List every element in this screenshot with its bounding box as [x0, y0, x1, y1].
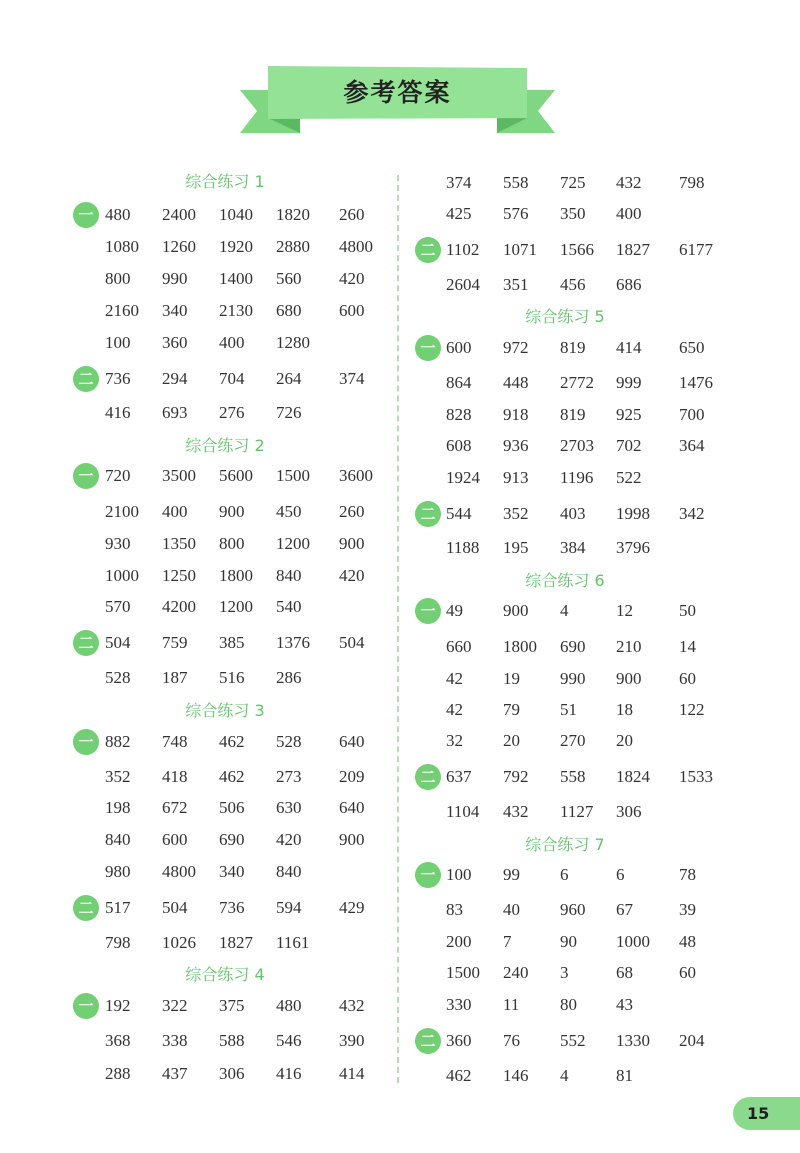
- answer-value: 516: [219, 668, 245, 687]
- answer-value: 990: [560, 669, 586, 688]
- answer-value: 2703: [560, 436, 594, 455]
- answer-value: 480: [105, 205, 131, 224]
- answer-value: 1280: [276, 333, 310, 352]
- answer-value: 1800: [503, 637, 537, 656]
- answer-value: 552: [560, 1031, 586, 1050]
- answer-value: 368: [105, 1031, 131, 1050]
- answer-value: 40: [503, 900, 520, 919]
- answer-value: 960: [560, 900, 586, 919]
- answer-row: [0, 274, 800, 296]
- answer-value: 650: [679, 338, 705, 357]
- answer-value: 528: [105, 668, 131, 687]
- answer-value: 462: [446, 1066, 472, 1085]
- answer-value: 702: [616, 436, 642, 455]
- answer-value: 210: [616, 637, 642, 656]
- answer-value: 930: [105, 534, 131, 553]
- answer-value: 14: [679, 637, 696, 656]
- answer-value: 364: [679, 436, 705, 455]
- answer-row: [0, 467, 800, 489]
- answer-value: 672: [162, 798, 188, 817]
- answer-row: [0, 372, 800, 394]
- answer-value: 456: [560, 275, 586, 294]
- answer-value: 1533: [679, 767, 713, 786]
- answer-value: 600: [446, 338, 472, 357]
- answer-value: 432: [503, 802, 529, 821]
- answer-value: 6177: [679, 240, 713, 259]
- answer-value: 1827: [219, 933, 253, 952]
- answer-value: 798: [679, 173, 705, 192]
- answer-value: 1920: [219, 237, 253, 256]
- answer-value: 100: [446, 865, 472, 884]
- part-number-badge: 一: [73, 202, 99, 228]
- answer-value: 20: [616, 731, 633, 750]
- answer-value: 640: [339, 732, 365, 751]
- answer-value: 374: [446, 173, 472, 192]
- part-number-badge: 一: [73, 463, 99, 489]
- answer-row: [0, 730, 800, 752]
- answer-row: [0, 636, 800, 658]
- part-number-badge: 二: [415, 237, 441, 263]
- answer-value: 1500: [276, 466, 310, 485]
- answer-value: 913: [503, 468, 529, 487]
- answer-value: 432: [339, 996, 365, 1015]
- answer-value: 81: [616, 1066, 633, 1085]
- answer-value: 276: [219, 403, 245, 422]
- answer-value: 736: [105, 369, 131, 388]
- answer-value: 2100: [105, 502, 139, 521]
- answer-value: 80: [560, 995, 577, 1014]
- answer-value: 1200: [219, 597, 253, 616]
- answer-value: 546: [276, 1031, 302, 1050]
- part-number-badge: 一: [415, 862, 441, 888]
- answer-value: 90: [560, 932, 577, 951]
- answer-value: 990: [162, 269, 188, 288]
- answer-value: 350: [560, 204, 586, 223]
- answer-value: 1400: [219, 269, 253, 288]
- answer-value: 384: [560, 538, 586, 557]
- answer-value: 3: [560, 963, 569, 982]
- answer-value: 900: [339, 534, 365, 553]
- answer-value: 260: [339, 205, 365, 224]
- answer-value: 800: [219, 534, 245, 553]
- answer-value: 720: [105, 466, 131, 485]
- answer-row: [0, 300, 800, 322]
- answer-value: 3796: [616, 538, 650, 557]
- answer-value: 83: [446, 900, 463, 919]
- answer-value: 726: [276, 403, 302, 422]
- answer-value: 51: [560, 700, 577, 719]
- answer-row: [0, 801, 800, 823]
- answer-value: 60: [679, 963, 696, 982]
- answer-value: 192: [105, 996, 131, 1015]
- answer-value: 146: [503, 1066, 529, 1085]
- answer-value: 273: [276, 767, 302, 786]
- answer-value: 425: [446, 204, 472, 223]
- answer-row: [0, 203, 800, 225]
- answer-value: 725: [560, 173, 586, 192]
- answer-value: 528: [276, 732, 302, 751]
- answer-value: 4800: [162, 862, 196, 881]
- answer-value: 342: [679, 504, 705, 523]
- answer-value: 4800: [339, 237, 373, 256]
- part-number-badge: 一: [415, 598, 441, 624]
- part-number-badge: 一: [73, 993, 99, 1019]
- answer-row: [0, 699, 800, 721]
- answer-value: 450: [276, 502, 302, 521]
- answer-value: 1196: [560, 468, 594, 487]
- answer-value: 198: [105, 798, 131, 817]
- answer-value: 400: [162, 502, 188, 521]
- answer-value: 1824: [616, 767, 650, 786]
- answer-value: 1104: [446, 802, 480, 821]
- answer-value: 43: [616, 995, 633, 1014]
- answer-value: 900: [219, 502, 245, 521]
- answer-value: 608: [446, 436, 472, 455]
- answer-value: 351: [503, 275, 529, 294]
- answer-value: 352: [105, 767, 131, 786]
- section-heading: 综合练习 4: [185, 965, 265, 984]
- answer-value: 504: [105, 633, 131, 652]
- answer-value: 352: [503, 504, 529, 523]
- answer-value: 640: [339, 798, 365, 817]
- section-heading: 综合练习 2: [185, 436, 265, 455]
- answer-value: 480: [276, 996, 302, 1015]
- answer-value: 1200: [276, 534, 310, 553]
- answer-value: 416: [276, 1064, 302, 1083]
- answer-value: 588: [219, 1031, 245, 1050]
- answer-value: 2772: [560, 373, 594, 392]
- answer-value: 12: [616, 601, 633, 620]
- answer-row: [0, 565, 800, 587]
- answer-row: [0, 503, 800, 525]
- answer-value: 39: [679, 900, 696, 919]
- section-heading: 综合练习 7: [525, 835, 605, 854]
- answer-value: 270: [560, 731, 586, 750]
- answer-value: 418: [162, 767, 188, 786]
- answer-value: 630: [276, 798, 302, 817]
- answer-row: [0, 600, 800, 622]
- answer-value: 506: [219, 798, 245, 817]
- answer-value: 264: [276, 369, 302, 388]
- answer-value: 504: [339, 633, 365, 652]
- answer-value: 576: [503, 204, 529, 223]
- answer-value: 1102: [446, 240, 480, 259]
- answer-value: 204: [679, 1031, 705, 1050]
- answer-value: 100: [105, 333, 131, 352]
- answer-value: 330: [446, 995, 472, 1014]
- answer-value: 360: [162, 333, 188, 352]
- answer-value: 4200: [162, 597, 196, 616]
- answer-value: 32: [446, 731, 463, 750]
- answer-value: 1820: [276, 205, 310, 224]
- answer-value: 437: [162, 1064, 188, 1083]
- answer-value: 360: [446, 1031, 472, 1050]
- answer-value: 1827: [616, 240, 650, 259]
- answer-value: 403: [560, 504, 586, 523]
- answer-value: 840: [276, 862, 302, 881]
- answer-row: [0, 766, 800, 788]
- answer-value: 340: [162, 301, 188, 320]
- answer-value: 6: [560, 865, 569, 884]
- answer-value: 1800: [219, 566, 253, 585]
- answer-value: 690: [219, 830, 245, 849]
- answer-value: 42: [446, 700, 463, 719]
- answer-value: 306: [616, 802, 642, 821]
- answer-value: 18: [616, 700, 633, 719]
- answer-value: 400: [616, 204, 642, 223]
- answer-value: 48: [679, 932, 696, 951]
- answer-value: 390: [339, 1031, 365, 1050]
- answer-value: 375: [219, 996, 245, 1015]
- page-number-badge: 15: [733, 1097, 800, 1130]
- answer-value: 693: [162, 403, 188, 422]
- answer-value: 4: [560, 601, 569, 620]
- answer-value: 294: [162, 369, 188, 388]
- answer-value: 980: [105, 862, 131, 881]
- part-number-badge: 二: [415, 764, 441, 790]
- answer-value: 432: [616, 173, 642, 192]
- answer-value: 414: [339, 1064, 365, 1083]
- answer-value: 570: [105, 597, 131, 616]
- answer-value: 900: [616, 669, 642, 688]
- answer-value: 288: [105, 1064, 131, 1083]
- part-number-badge: 二: [415, 1028, 441, 1054]
- answer-row: [0, 435, 800, 457]
- answer-value: 522: [616, 468, 642, 487]
- answer-value: 1330: [616, 1031, 650, 1050]
- answer-value: 20: [503, 731, 520, 750]
- answer-value: 690: [560, 637, 586, 656]
- section-heading: 综合练习 1: [185, 172, 265, 191]
- answer-value: 1998: [616, 504, 650, 523]
- answer-value: 2130: [219, 301, 253, 320]
- answer-value: 385: [219, 633, 245, 652]
- answer-value: 1924: [446, 468, 480, 487]
- answer-value: 1350: [162, 534, 196, 553]
- answer-value: 925: [616, 405, 642, 424]
- part-number-badge: 二: [73, 895, 99, 921]
- answer-value: 286: [276, 668, 302, 687]
- answer-value: 972: [503, 338, 529, 357]
- answer-value: 400: [219, 333, 245, 352]
- section-heading: 综合练习 5: [525, 307, 605, 326]
- answer-value: 1476: [679, 373, 713, 392]
- answer-value: 1376: [276, 633, 310, 652]
- answer-value: 2160: [105, 301, 139, 320]
- answer-row: [0, 668, 800, 690]
- answer-value: 2604: [446, 275, 480, 294]
- answer-value: 322: [162, 996, 188, 1015]
- answer-value: 420: [339, 269, 365, 288]
- answer-value: 122: [679, 700, 705, 719]
- answer-value: 798: [105, 933, 131, 952]
- answer-value: 1071: [503, 240, 537, 259]
- answer-value: 50: [679, 601, 696, 620]
- answer-value: 2880: [276, 237, 310, 256]
- answer-value: 558: [560, 767, 586, 786]
- answer-row: [0, 1065, 800, 1087]
- answer-value: 49: [446, 601, 463, 620]
- answer-value: 736: [219, 898, 245, 917]
- part-number-badge: 一: [415, 335, 441, 361]
- answer-value: 600: [162, 830, 188, 849]
- answer-value: 60: [679, 669, 696, 688]
- answer-value: 936: [503, 436, 529, 455]
- answer-value: 637: [446, 767, 472, 786]
- section-heading: 综合练习 3: [185, 701, 265, 720]
- answer-value: 99: [503, 865, 520, 884]
- answer-value: 416: [105, 403, 131, 422]
- answer-row: [0, 962, 800, 984]
- answer-value: 748: [162, 732, 188, 751]
- answer-value: 882: [105, 732, 131, 751]
- answer-value: 2400: [162, 205, 196, 224]
- answer-value: 340: [219, 862, 245, 881]
- answer-value: 209: [339, 767, 365, 786]
- answer-value: 429: [339, 898, 365, 917]
- answer-value: 374: [339, 369, 365, 388]
- answer-value: 338: [162, 1031, 188, 1050]
- answer-value: 660: [446, 637, 472, 656]
- answer-row: [0, 537, 800, 559]
- answer-value: 918: [503, 405, 529, 424]
- answer-row: [0, 931, 800, 953]
- answer-value: 260: [339, 502, 365, 521]
- answer-value: 1127: [560, 802, 594, 821]
- answer-row: [0, 864, 800, 886]
- answer-value: 3600: [339, 466, 373, 485]
- answer-value: 1188: [446, 538, 480, 557]
- answer-value: 240: [503, 963, 529, 982]
- answer-value: 680: [276, 301, 302, 320]
- answer-value: 42: [446, 669, 463, 688]
- answer-value: 414: [616, 338, 642, 357]
- answer-value: 864: [446, 373, 472, 392]
- answer-value: 558: [503, 173, 529, 192]
- answer-value: 840: [276, 566, 302, 585]
- answer-value: 420: [339, 566, 365, 585]
- answer-value: 999: [616, 373, 642, 392]
- answer-value: 3500: [162, 466, 196, 485]
- answer-row: [0, 404, 800, 426]
- answer-row: [0, 172, 800, 194]
- answer-value: 187: [162, 668, 188, 687]
- answer-value: 19: [503, 669, 520, 688]
- section-heading: 综合练习 6: [525, 571, 605, 590]
- answer-value: 759: [162, 633, 188, 652]
- answer-value: 540: [276, 597, 302, 616]
- part-number-badge: 一: [73, 729, 99, 755]
- answer-row: [0, 829, 800, 851]
- part-number-badge: 二: [73, 630, 99, 656]
- answer-value: 792: [503, 767, 529, 786]
- answer-value: 686: [616, 275, 642, 294]
- answer-value: 560: [276, 269, 302, 288]
- answer-value: 504: [162, 898, 188, 917]
- part-number-badge: 二: [415, 501, 441, 527]
- answer-value: 900: [339, 830, 365, 849]
- answer-value: 819: [560, 338, 586, 357]
- answer-value: 5600: [219, 466, 253, 485]
- answer-value: 1040: [219, 205, 253, 224]
- answer-value: 1161: [276, 933, 310, 952]
- answer-value: 800: [105, 269, 131, 288]
- answer-value: 704: [219, 369, 245, 388]
- answer-value: 306: [219, 1064, 245, 1083]
- answer-value: 1250: [162, 566, 196, 585]
- answer-value: 6: [616, 865, 625, 884]
- answer-value: 1080: [105, 237, 139, 256]
- answer-value: 1500: [446, 963, 480, 982]
- answer-value: 68: [616, 963, 633, 982]
- answer-value: 1566: [560, 240, 594, 259]
- answer-value: 600: [339, 301, 365, 320]
- answer-value: 840: [105, 830, 131, 849]
- answer-value: 200: [446, 932, 472, 951]
- answer-value: 78: [679, 865, 696, 884]
- answer-value: 462: [219, 732, 245, 751]
- answer-row: [0, 337, 800, 359]
- answer-value: 462: [219, 767, 245, 786]
- answer-row: [0, 899, 800, 921]
- answer-value: 195: [503, 538, 529, 557]
- answer-value: 700: [679, 405, 705, 424]
- answer-value: 7: [503, 932, 512, 951]
- answer-value: 544: [446, 504, 472, 523]
- page-title: 参考答案: [343, 78, 452, 107]
- part-number-badge: 二: [73, 366, 99, 392]
- answer-value: 828: [446, 405, 472, 424]
- answer-row: [0, 239, 800, 261]
- answer-value: 1026: [162, 933, 196, 952]
- answer-value: 76: [503, 1031, 520, 1050]
- answer-value: 79: [503, 700, 520, 719]
- answer-value: 448: [503, 373, 529, 392]
- answer-value: 420: [276, 830, 302, 849]
- answer-value: 4: [560, 1066, 569, 1085]
- answer-row: [0, 994, 800, 1016]
- answer-value: 819: [560, 405, 586, 424]
- answer-value: 900: [503, 601, 529, 620]
- answer-row: [0, 1030, 800, 1052]
- answer-value: 594: [276, 898, 302, 917]
- answer-value: 517: [105, 898, 131, 917]
- answer-value: 11: [503, 995, 520, 1014]
- answer-value: 67: [616, 900, 633, 919]
- answer-value: 1000: [105, 566, 139, 585]
- answer-value: 1000: [616, 932, 650, 951]
- answer-value: 1260: [162, 237, 196, 256]
